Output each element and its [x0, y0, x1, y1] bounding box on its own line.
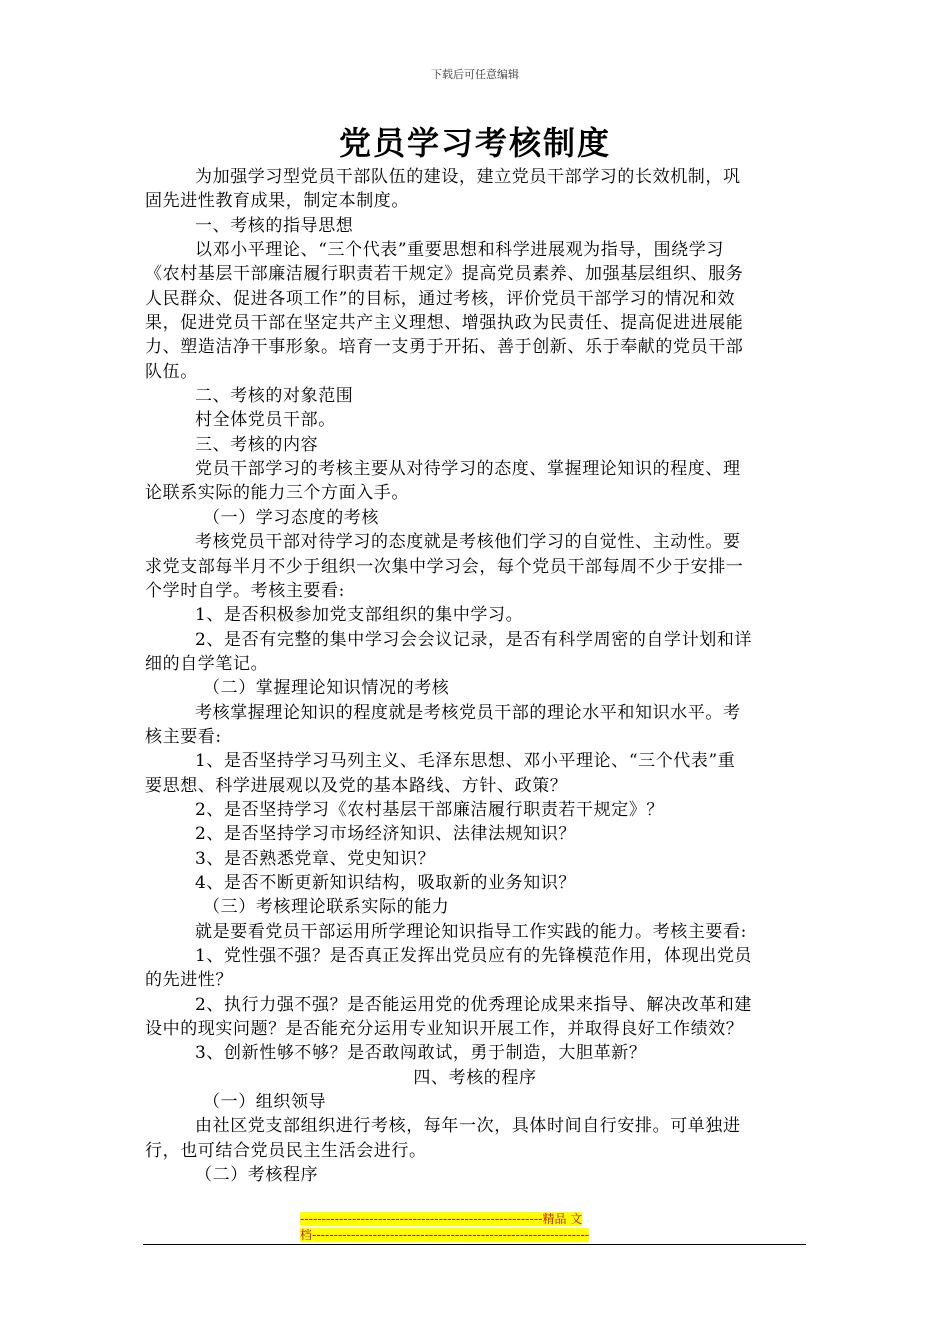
paragraph-line: 行，也可结合党员民主生活会进行。	[145, 1140, 427, 1161]
list-item: 细的自学笔记。	[145, 653, 269, 674]
intro-line: 为加强学习型党员干部队伍的建设，建立党员干部学习的长效机制，巩	[195, 167, 741, 187]
intro-line: 固先进性教育成果，制定本制度。	[145, 191, 409, 212]
list-item: 设中的现实问题？是否能充分运用专业知识开展工作，并取得良好工作绩效？	[145, 1019, 744, 1040]
list-item: 1、是否坚持学习马列主义、毛泽东思想、邓小平理论、“三个代表”重	[195, 751, 736, 772]
header-note: 下载后可任意编辑	[431, 68, 519, 81]
list-item: 1、党性强不强？是否真正发挥出党员应有的先锋模范作用，体现出党员	[195, 946, 753, 966]
footer-watermark	[300, 1211, 650, 1243]
paragraph-line: 村全体党员干部。	[195, 410, 336, 431]
list-item: 2、是否坚持学习市场经济知识、法律法规知识？	[195, 824, 577, 845]
paragraph-line: 人民群众、促进各项工作”的目标，通过考核，评价党员干部学习的情况和效	[145, 288, 736, 309]
list-item: 2、是否有完整的集中学习会会议记录，是否有科学周密的自学计划和详	[195, 629, 753, 650]
paragraph-line: 核主要看:	[145, 726, 222, 747]
list-item: 要思想、科学进展观以及党的基本路线、方针、政策？	[145, 775, 568, 796]
paragraph-line: 论联系实际的能力三个方面入手。	[145, 483, 409, 504]
paragraph-line: 《农村基层干部廉洁履行职责若干规定》提高党员素养、加强基层组织、服务	[145, 264, 744, 285]
footer-line-1: --------------------------------------------------------精品 文	[300, 1212, 583, 1226]
paragraph-line: 队伍。	[145, 361, 198, 382]
section-heading: 一、考核的指导思想	[195, 215, 354, 236]
paragraph-line: 由社区党支部组织进行考核，每年一次，具体时间自行安排。可单独进	[195, 1116, 741, 1137]
paragraph-line: 就是要看党员干部运用所学理论知识指导工作实践的能力。考核主要看:	[195, 921, 747, 942]
section-heading: 四、考核的程序	[413, 1067, 537, 1088]
section-heading: 三、考核的内容	[195, 434, 319, 455]
paragraph-line: 考核党员干部对待学习的态度就是考核他们学习的自觉性、主动性。要	[195, 532, 741, 553]
list-item: 3、创新性够不够？是否敢闯敢试，勇于制造，大胆革新？	[195, 1043, 647, 1064]
subsection-heading: （二）考核程序	[195, 1165, 319, 1186]
list-item: 2、是否坚持学习《农村基层干部廉洁履行职责若干规定》？	[195, 799, 665, 820]
paragraph-line: 个学时自学。考核主要看:	[145, 580, 345, 601]
list-item: 的先进性？	[145, 970, 233, 991]
list-item: 1、是否积极参加党支部组织的集中学习。	[195, 605, 524, 626]
list-item: 3、是否熟悉党章、党史知识？	[195, 848, 436, 869]
paragraph-line: 力、塑造洁净干事形象。培育一支勇于开拓、善于创新、乐于奉献的党员干部	[145, 337, 744, 358]
bottom-divider	[143, 1244, 806, 1245]
list-item: 2、执行力强不强？是否能运用党的优秀理论成果来指导、解决改革和建	[195, 994, 753, 1015]
paragraph-line: 考核掌握理论知识的程度就是考核党员干部的理论水平和知识水平。考	[195, 702, 741, 723]
paragraph-line: 果，促进党员干部在坚定共产主义理想、增强执政为民责任、提高促进进展能	[145, 313, 744, 334]
paragraph-line: 党员干部学习的考核主要从对待学习的态度、掌握理论知识的程度、理	[195, 459, 741, 480]
paragraph-line: 以邓小平理论、“三个代表”重要思想和科学进展观为指导，围绕学习	[195, 240, 724, 261]
subsection-heading: （一）学习态度的考核	[203, 507, 379, 528]
paragraph-line: 求党支部每半月不少于组织一次集中学习会，每个党员干部每周不少于安排一	[145, 556, 744, 577]
list-item: 4、是否不断更新知识结构，吸取新的业务知识？	[195, 872, 577, 893]
subsection-heading: （三）考核理论联系实际的能力	[203, 897, 450, 918]
footer-line-2: 档----------------------------------------------------------------	[300, 1228, 590, 1242]
subsection-heading: （二）掌握理论知识情况的考核	[203, 678, 450, 699]
page-title: 党员学习考核制度	[338, 124, 611, 162]
subsection-heading: （一）组织领导	[203, 1092, 327, 1113]
document-body	[145, 165, 805, 1187]
section-heading: 二、考核的对象范围	[195, 386, 354, 407]
